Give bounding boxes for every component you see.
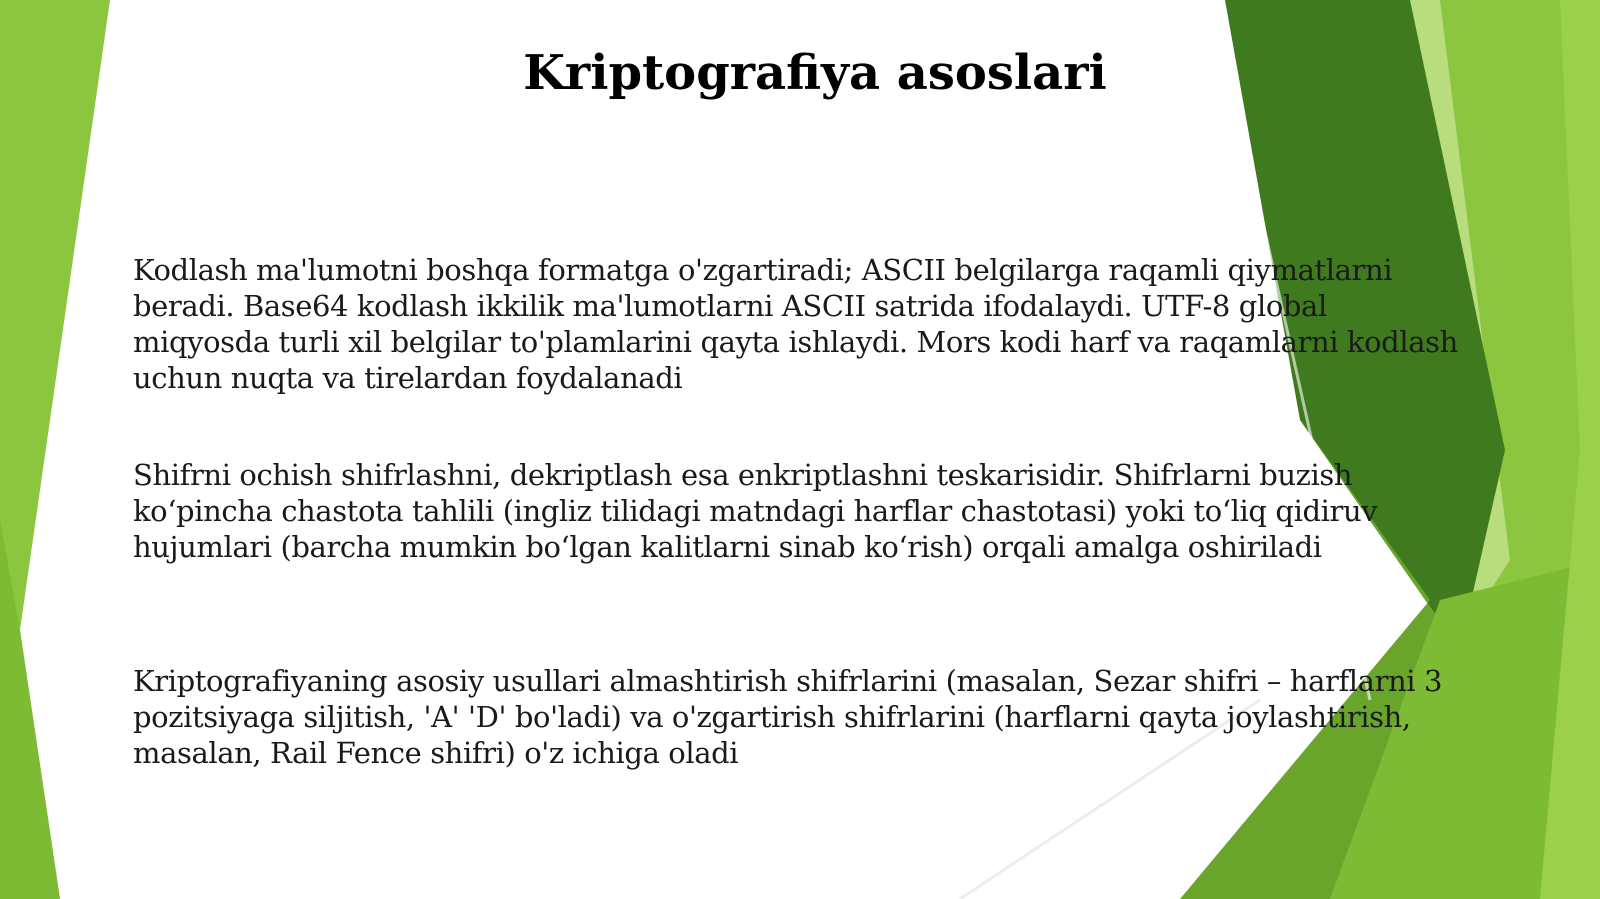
paragraph-encoding: Kodlash ma'lumotni boshqa formatga o'zgartiradi; ASCII belgilarga raqamli qiymatlarni beradi. Base64 kodlash ikkilik ma'lumotlarni ASCII satrida ifodalaydi. UTF-8 global miqyosda turli xil belgilar to'plamlarini qayta ishlaydi. Mors kodi harf va raqamlarni kodlash uchun nuqta va tirelardan foydalanadi <box>133 253 1458 395</box>
left-green-shadow <box>0 520 60 899</box>
paragraph-decryption: Shifrni ochish shifrlashni, dekriptlash esa enkriptlashni teskarisidir. Shifrlarni buzish ko‘pincha chastota tahlili (ingliz tilidagi matndagi harflar chastotasi) yoki to‘liq qidiruv hujumlari (barcha mumkin bo‘lgan kalitlarni sinab ko‘rish) orqali amalga oshiriladi <box>133 458 1378 564</box>
paragraph-cipher-methods: Kriptografiyaning asosiy usullari almashtirish shifrlarini (masalan, Sezar shifri – harflarni 3 pozitsiyaga siljitish, 'A' 'D' bo'ladi) va o'zgartirish shifrlarini (harflarni qayta joylashtirish, masalan, Rail Fence shifri) o'z ichiga oladi <box>133 664 1443 770</box>
slide-title: Kriptografiya asoslari <box>523 45 1107 101</box>
